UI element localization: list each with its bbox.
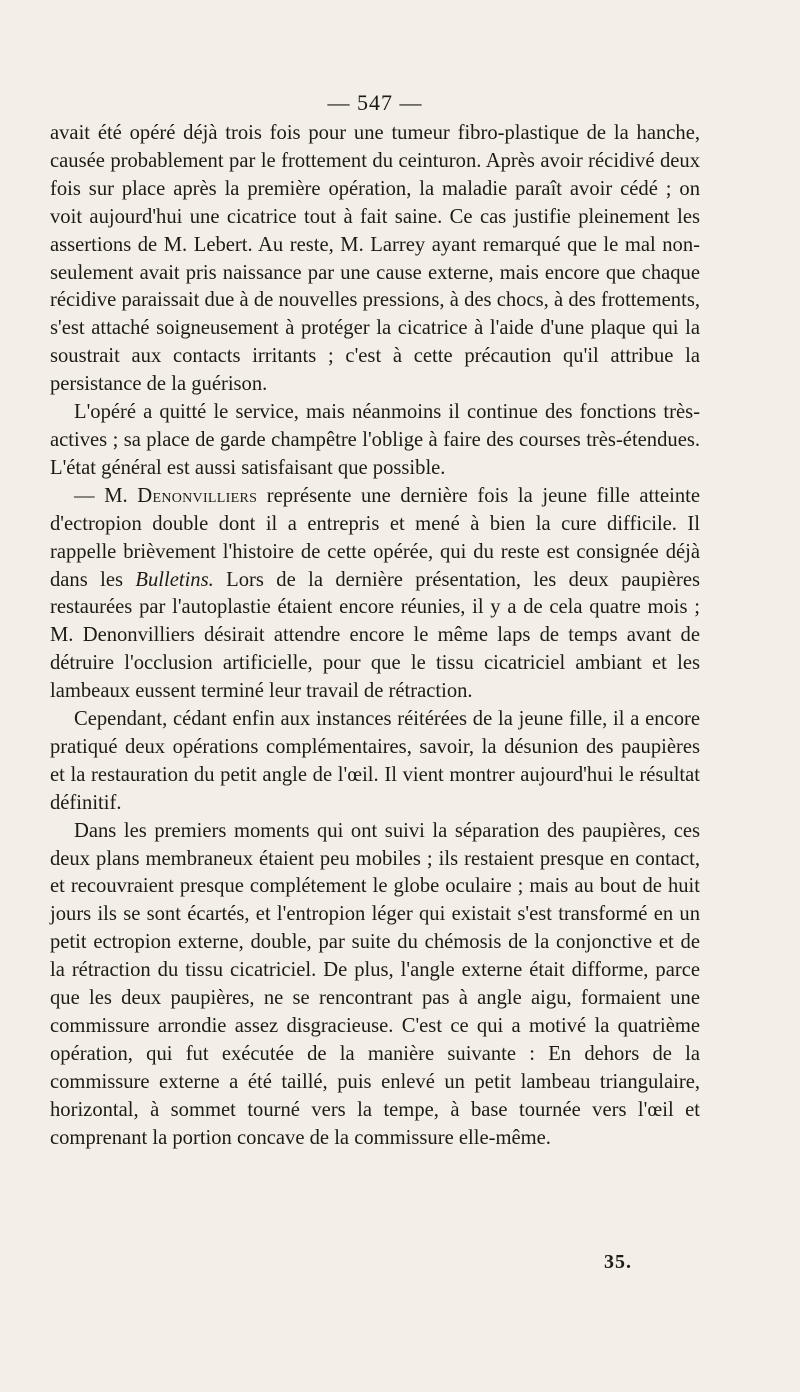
paragraph-3-text-b: Lors de la dernière présentation, les deux paupières restaurées par l'autoplastie étaient encore réunies, il y a de cela quatre mois ; M. Denonvilliers désirait attendre encore le même laps de temps avant de détruire l'occlusion artificielle, pour que le tissu cicatriciel ambiant et les lambeaux eussent terminé leur travail de rétraction. [50, 568, 701, 703]
paragraph-5: Dans les premiers moments qui ont suivi la séparation des paupières, ces deux plans membraneux étaient peu mobiles ; ils restaient presque en contact, et recouvraient presque complétement le globe oculaire ; mais au bout de huit jours ils se sont écartés, et l'entropion léger qui existait s'est transformé en un petit ectropion externe, double, par suite du chémosis de la conjonctive et de la rétraction du tissu cicatriciel. De plus, l'angle externe était difforme, parce que les deux paupières, ne se rencontrant pas à angle aigu, formaient une commissure arrondie assez disgracieuse. C'est ce qui a motivé la quatrième opération, qui fut exécutée de la manière suivante : En dehors de la commissure externe a été taillé, puis enlevé un petit lambeau triangulaire, horizontal, à sommet tourné vers la tempe, à base tournée vers l'œil et comprenant la portion concave de la commissure elle-même. [50, 819, 700, 1149]
paragraph-2: L'opéré a quitté le service, mais néanmoins il continue des fonctions très-actives ; sa place de garde champêtre l'oblige à faire des courses très-étendues. L'état général est aussi satisfaisant que possible. [50, 401, 700, 479]
paragraph-4: Cependant, cédant enfin aux instances réitérées de la jeune fille, il a encore pratiqué deux opérations complémentaires, savoir, la désunion des paupières et la restauration du petit angle de l'œil. Il vient montrer aujourd'hui le résultat définitif. [50, 708, 700, 814]
paragraph-3-prefix: — M. [74, 484, 138, 507]
page-number: — 547 — [327, 90, 423, 115]
signature-mark: 35. [604, 1251, 632, 1273]
author-name: Denonvilliers [137, 484, 258, 507]
paragraph-3 [50, 483, 700, 706]
paragraph-1: avait été opéré déjà trois fois pour une tumeur fibro-plastique de la hanche, causée probablement par le frottement du ceinturon. Après avoir récidivé deux fois sur place après la première opération, la maladie paraît avoir cédé ; on voit aujourd'hui une cicatrice tout à fait saine. Ce cas justifie pleinement les assertions de M. Lebert. Au reste, M. Larrey ayant remarqué que le mal non-seulement avait pris naissance par une cause externe, mais encore que chaque récidive paraissait due à de nouvelles pressions, à des chocs, à des frottements, s'est attaché soigneusement à protéger la cicatrice à l'aide d'une plaque qui la soustrait aux contacts irritants ; c'est à cette précaution qu'il attribue la persistance de la guérison. [50, 122, 700, 396]
bulletins-title: Bulletins. [135, 568, 214, 591]
page-body [50, 88, 700, 1153]
paragraph-3-text-a: représente une dernière fois la jeune fille atteinte d'ectropion double dont il a entrepris et mené à bien la cure difficile. Il rappelle brièvement l'histoire de cette opérée, qui du reste est consignée déjà dans les [50, 484, 700, 591]
